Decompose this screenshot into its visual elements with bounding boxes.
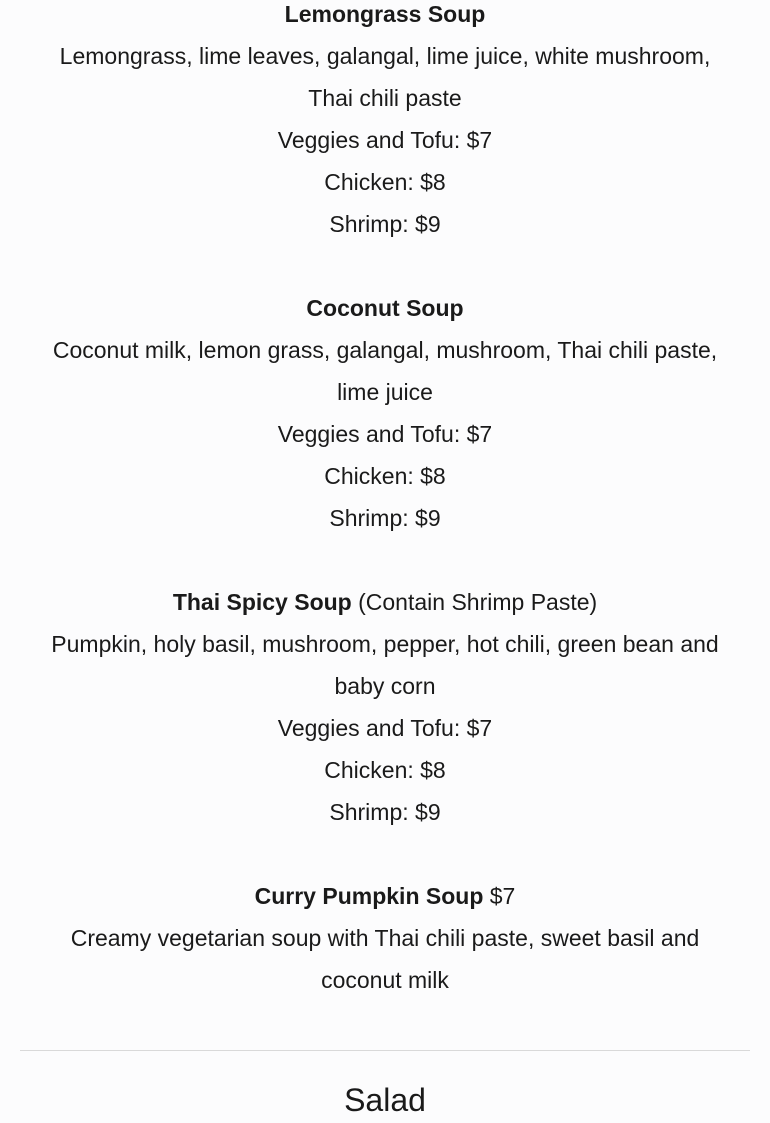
menu-item-thai-spicy-soup (0, 581, 770, 833)
item-price-shrimp: Shrimp: $9 (329, 211, 441, 237)
item-name: Thai Spicy Soup (172, 589, 352, 615)
item-name: Coconut Soup (306, 295, 464, 321)
item-description-line: Pumpkin, holy basil, mushroom, pepper, hot chili, green bean and (51, 631, 719, 657)
item-price: $7 (489, 883, 516, 909)
item-price-chicken: Chicken: $8 (324, 463, 446, 489)
item-description-line: Lemongrass, lime leaves, galangal, lime juice, white mushroom, (59, 43, 711, 69)
item-price-chicken: Chicken: $8 (324, 757, 446, 783)
item-name: Curry Pumpkin Soup (254, 883, 484, 909)
menu-item-lemongrass-soup (0, 0, 770, 245)
item-note: (Contain Shrimp Paste) (358, 589, 598, 615)
item-heading (0, 581, 770, 623)
item-name: Lemongrass Soup (284, 1, 486, 27)
item-heading (0, 0, 770, 35)
section-title-salad: Salad (344, 1082, 426, 1118)
menu-item-curry-pumpkin-soup (0, 875, 770, 1001)
item-description-line: baby corn (334, 673, 436, 699)
item-heading (0, 875, 770, 917)
section-divider (20, 1050, 750, 1051)
menu-item-coconut-soup (0, 287, 770, 539)
item-price-veggies-tofu: Veggies and Tofu: $7 (277, 715, 493, 741)
item-price-chicken: Chicken: $8 (324, 169, 446, 195)
item-description-line: Coconut milk, lemon grass, galangal, mushroom, Thai chili paste, (52, 337, 718, 363)
item-price-veggies-tofu: Veggies and Tofu: $7 (277, 421, 493, 447)
item-price-veggies-tofu: Veggies and Tofu: $7 (277, 127, 493, 153)
item-description-line: lime juice (337, 379, 433, 405)
item-description-line: Creamy vegetarian soup with Thai chili paste, sweet basil and (70, 925, 700, 951)
item-heading (0, 287, 770, 329)
item-price-shrimp: Shrimp: $9 (329, 799, 441, 825)
item-description-line: Thai chili paste (308, 85, 462, 111)
item-price-shrimp: Shrimp: $9 (329, 505, 441, 531)
item-description-line: coconut milk (321, 967, 449, 993)
